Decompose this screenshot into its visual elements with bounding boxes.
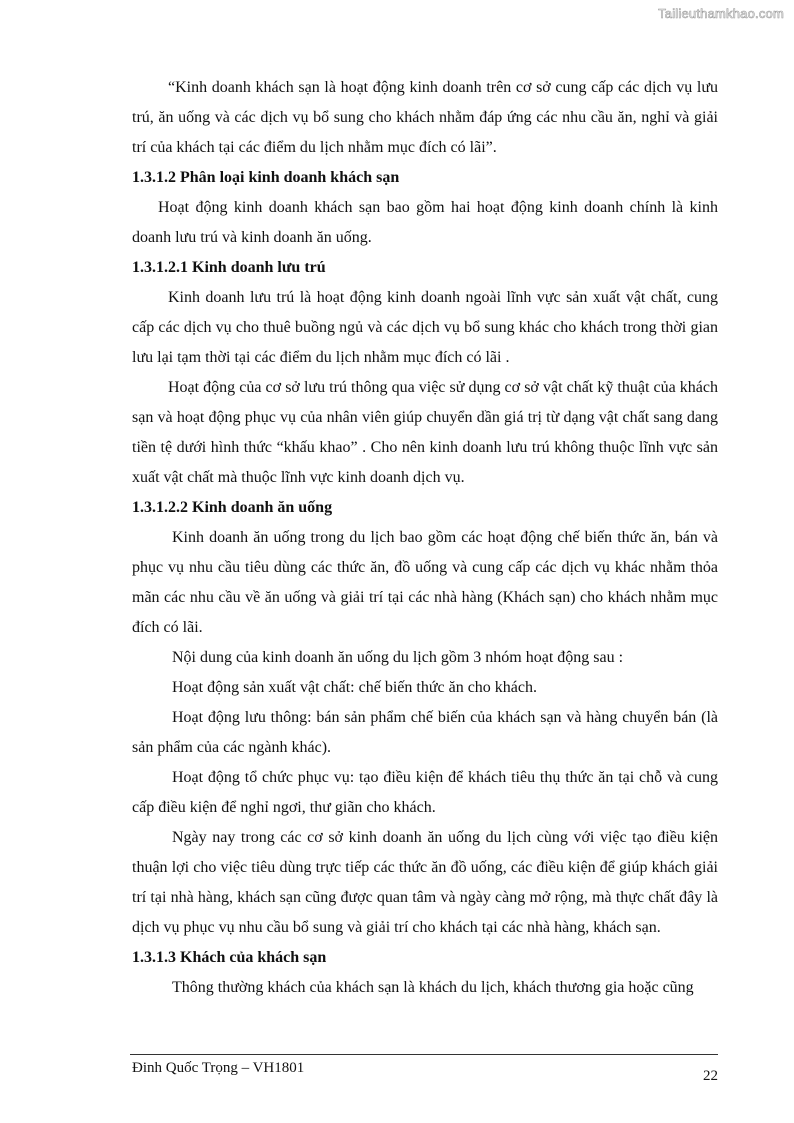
heading-1-3-1-2-2: 1.3.1.2.2 Kinh doanh ăn uống	[132, 499, 333, 516]
paragraph-modern-services: Ngày nay trong các cơ sở kinh doanh ăn uống du lịch cùng với việc tạo điều kiện thuận lợi cho việc tiêu dùng trực tiếp các thức ăn đồ uống, các điều kiện để giúp khách giải trí tại nhà hàng, khách sạn cũng được quan tâm và ngày càng mở rộng, mà thực chất đây là dịch vụ phục vụ nhu cầu bổ sung và giải trí cho khách tại các nhà hàng, khách sạn.	[132, 829, 718, 936]
paragraph-production-activity: Hoạt động sản xuất vật chất: chế biến thức ăn cho khách.	[172, 679, 537, 696]
paragraph-service-activity: Hoạt động tổ chức phục vụ: tạo điều kiện để khách tiêu thụ thức ăn tại chỗ và cung cấp điều kiện để nghỉ ngơi, thư giãn cho khách.	[132, 769, 718, 816]
paragraph-food-business-definition: Kinh doanh ăn uống trong du lịch bao gồm các hoạt động chế biến thức ăn, bán và phục vụ nhu cầu tiêu dùng các thức ăn, đồ uống và cung cấp các dịch vụ khác nhằm thỏa mãn các nhu cầu về ăn uống và giải trí tại các nhà hàng (Khách sạn) cho khách nhằm mục đích có lãi.	[132, 529, 718, 636]
document-body	[132, 73, 718, 1003]
paragraph-hotel-guests: Thông thường khách của khách sạn là khách du lịch, khách thương gia hoặc cũng	[172, 979, 694, 996]
heading-1-3-1-2: 1.3.1.2 Phân loại kinh doanh khách sạn	[132, 169, 400, 186]
footer-divider	[130, 1054, 718, 1055]
paragraph-accommodation-activity: Hoạt động của cơ sở lưu trú thông qua việc sử dụng cơ sở vật chất kỹ thuật của khách sạn và hoạt động phục vụ của nhân viên giúp chuyển dần giá trị từ dạng vật chất sang dang tiền tệ dưới hình thức “khấu khao” . Cho nên kinh doanh lưu trú không thuộc lĩnh vực sản xuất vật chất mà thuộc lĩnh vực kinh doanh dịch vụ.	[132, 379, 718, 486]
page-number: 22	[703, 1068, 718, 1084]
paragraph-food-business-groups: Nội dung của kinh doanh ăn uống du lịch gồm 3 nhóm hoạt động sau :	[172, 649, 624, 666]
watermark-text: Tailieuthamkhao.com	[658, 6, 784, 21]
footer-author: Đinh Quốc Trọng – VH1801	[132, 1060, 305, 1076]
heading-1-3-1-2-1: 1.3.1.2.1 Kinh doanh lưu trú	[132, 259, 326, 276]
heading-1-3-1-3: 1.3.1.3 Khách của khách sạn	[132, 949, 327, 966]
paragraph-accommodation-definition: Kinh doanh lưu trú là hoạt động kinh doanh ngoài lĩnh vực sản xuất vật chất, cung cấp các dịch vụ cho thuê buồng ngủ và các dịch vụ bổ sung khác cho khách trong thời gian lưu lại tạm thời tại các điểm du lịch nhằm mục đích có lãi .	[132, 289, 718, 366]
paragraph-hotel-business-types: Hoạt động kinh doanh khách sạn bao gồm hai hoạt động kinh doanh chính là kinh doanh lưu trú và kinh doanh ăn uống.	[132, 199, 718, 246]
paragraph-hotel-business-definition: “Kinh doanh khách sạn là hoạt động kinh doanh trên cơ sở cung cấp các dịch vụ lưu trú, ăn uống và các dịch vụ bổ sung cho khách nhằm đáp ứng các nhu cầu ăn, nghỉ và giải trí của khách tại các điểm du lịch nhằm mục đích có lãi”.	[132, 79, 718, 156]
paragraph-circulation-activity: Hoạt động lưu thông: bán sản phẩm chế biến của khách sạn và hàng chuyển bán (là sản phẩm của các ngành khác).	[132, 709, 718, 756]
